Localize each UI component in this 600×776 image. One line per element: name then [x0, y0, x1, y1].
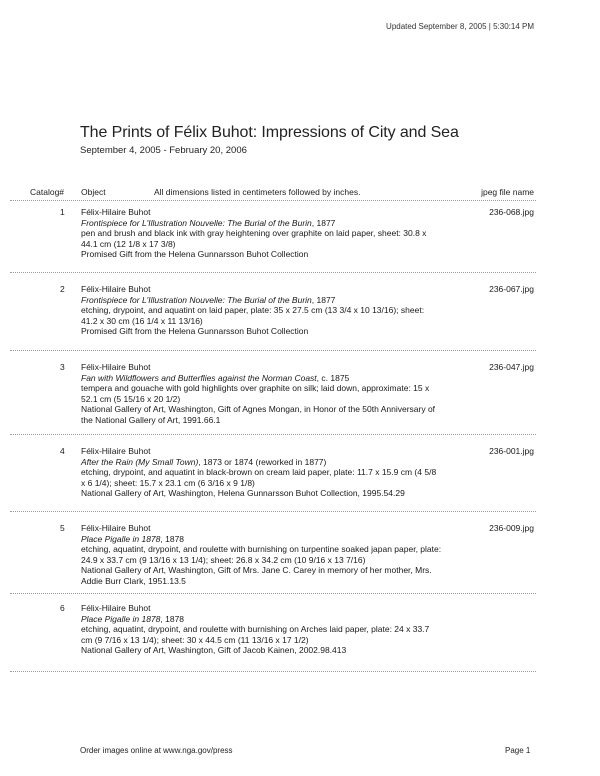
page-title: The Prints of Félix Buhot: Impressions of City and Sea	[80, 124, 459, 141]
artwork-date: , 1873 or 1874 (reworked in 1877)	[198, 456, 327, 467]
artist: Félix-Hilaire Buhot	[81, 446, 151, 456]
artwork-date: , c. 1875	[316, 372, 350, 383]
medium-line-2: 52.1 cm (5 15/16 x 20 1/2)	[81, 393, 181, 404]
divider	[10, 511, 536, 512]
artist: Félix-Hilaire Buhot	[81, 523, 151, 533]
jpeg-filename: 236-067.jpg	[489, 284, 534, 294]
column-catalog: Catalog#	[30, 187, 65, 197]
artist: Félix-Hilaire Buhot	[81, 284, 151, 294]
divider	[10, 671, 536, 672]
medium-line-2: 41.2 x 30 cm (16 1/4 x 11 13/16)	[81, 315, 203, 326]
column-header	[10, 187, 536, 199]
artist: Félix-Hilaire Buhot	[81, 362, 151, 372]
medium-line-2: 24.9 x 33.7 cm (9 13/16 x 13 1/4); sheet: 26.8 x 34.2 cm (10 9/16 x 13 7/16)	[81, 554, 366, 565]
divider	[10, 434, 536, 435]
artwork-title: Frontispiece for L'Illustration Nouvelle: The Burial of the Burin	[81, 294, 312, 305]
catalog-number: 2	[60, 284, 65, 294]
credit-line-1: National Gallery of Art, Washington, Gift of Mrs. Jane C. Carey in memory of her mother, Mrs.	[81, 565, 432, 576]
credit-line-2: Addie Burr Clark, 1951.13.5	[81, 575, 186, 586]
divider	[10, 272, 536, 273]
artwork-title: Frontispiece for L'Illustration Nouvelle: The Burial of the Burin	[81, 217, 312, 228]
medium-line-2: x 6 1/4); sheet: 15.7 x 23.1 cm (6 3/16 x 9 1/8)	[81, 477, 255, 488]
medium-line-2: cm (9 7/16 x 13 1/4); sheet: 30 x 44.5 cm (11 13/16 x 17 1/2)	[81, 634, 309, 645]
credit-line-2: the National Gallery of Art, 1991.66.1	[81, 414, 221, 425]
medium-line-2: 44.1 cm (12 1/8 x 17 3/8)	[81, 238, 176, 249]
credit-line-1: National Gallery of Art, Washington, Gift of Jacob Kainen, 2002.98.413	[81, 645, 347, 656]
artist: Félix-Hilaire Buhot	[81, 603, 151, 613]
updated-timestamp: Updated September 8, 2005 | 5:30:14 PM	[386, 22, 534, 31]
artwork-title: Place Pigalle in 1878	[81, 613, 161, 624]
column-jpeg: jpeg file name	[481, 187, 534, 197]
order-images-link-text: Order images online at www.nga.gov/press	[80, 746, 233, 755]
credit-line-1: Promised Gift from the Helena Gunnarsson Buhot Collection	[81, 326, 309, 337]
medium-line-1: etching, aquatint, drypoint, and roulette with burnishing on turpentine soaked japan paper, plate:	[81, 544, 442, 555]
page-number: Page 1	[505, 746, 531, 755]
jpeg-filename: 236-009.jpg	[489, 523, 534, 533]
medium-line-1: etching, drypoint, and aquatint on laid paper, plate: 35 x 27.5 cm (13 3/4 x 10 13/16); sheet:	[81, 305, 425, 316]
jpeg-filename: 236-001.jpg	[489, 446, 534, 456]
catalog-number: 5	[60, 523, 65, 533]
divider	[10, 593, 536, 594]
jpeg-filename: 236-047.jpg	[489, 362, 534, 372]
credit-line-1: National Gallery of Art, Washington, Gift of Agnes Mongan, in Honor of the 50th Anniversary of	[81, 404, 436, 415]
catalog-number: 4	[60, 446, 65, 456]
artwork-date: , 1878	[160, 533, 185, 544]
credit-line-1: Promised Gift from the Helena Gunnarsson Buhot Collection	[81, 249, 309, 260]
artwork-title: After the Rain (My Small Town)	[81, 456, 199, 467]
artwork-title: Fan with Wildflowers and Butterflies against the Norman Coast	[81, 372, 317, 383]
divider	[10, 200, 536, 201]
credit-line-1: National Gallery of Art, Washington, Helena Gunnarsson Buhot Collection, 1995.54.29	[81, 488, 405, 499]
jpeg-filename: 236-068.jpg	[489, 207, 534, 217]
catalog-number: 1	[60, 207, 65, 217]
catalog-number: 6	[60, 603, 65, 613]
column-dimensions-note: All dimensions listed in centimeters followed by inches.	[154, 187, 361, 197]
medium-line-1: etching, aquatint, drypoint, and roulette with burnishing on Arches laid paper, plate: 24 x 33.7	[81, 624, 430, 635]
artwork-date: , 1877	[311, 217, 336, 228]
artwork-date: , 1878	[160, 613, 185, 624]
divider	[10, 350, 536, 351]
catalog-number: 3	[60, 362, 65, 372]
medium-line-1: etching, drypoint, and aquatint in black-brown on cream laid paper, plate: 11.7 x 15.9 cm (4 5/8	[81, 467, 437, 478]
medium-line-1: tempera and gouache with gold highlights over graphite on silk; laid down, approximate: 15 x	[81, 383, 430, 394]
exhibition-dates: September 4, 2005 - February 20, 2006	[80, 145, 247, 156]
column-object: Object	[81, 187, 106, 197]
medium-line-1: pen and brush and black ink with gray heightening over graphite on laid paper, sheet: 30.8 x	[81, 228, 427, 239]
artwork-date: , 1877	[311, 294, 336, 305]
artwork-title: Place Pigalle in 1878	[81, 533, 161, 544]
artist: Félix-Hilaire Buhot	[81, 207, 151, 217]
